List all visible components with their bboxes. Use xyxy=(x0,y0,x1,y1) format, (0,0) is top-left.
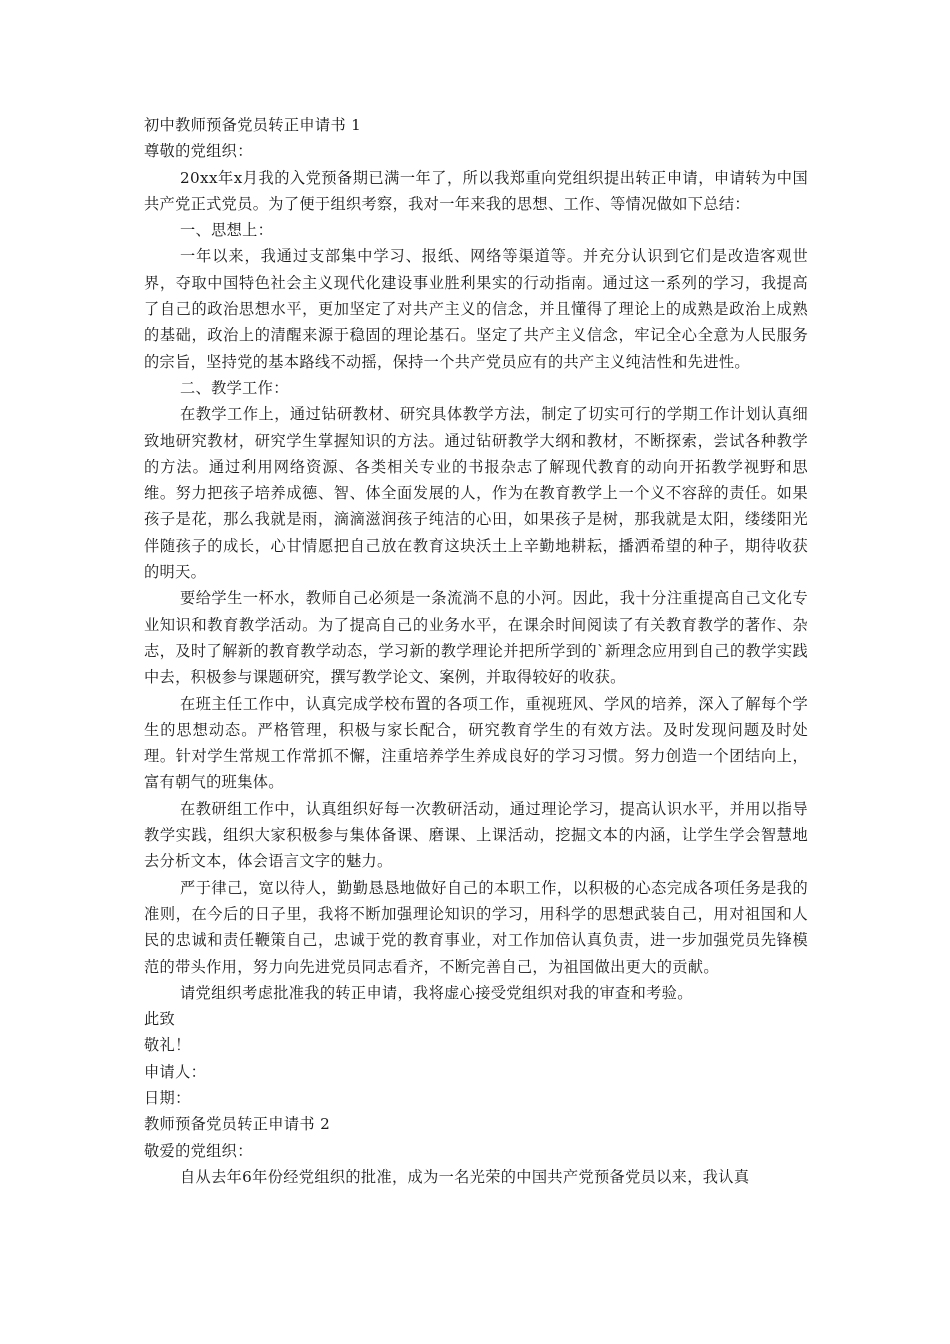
paragraph-intro: 20xx年x月我的入党预备期已满一年了，所以我郑重向党组织提出转正申请，申请转为中国共产党正式党员。为了便于组织考察，我对一年来我的思想、工作、等情况做如下总结： xyxy=(144,168,808,213)
document-title-1: 初中教师预备党员转正申请书 1 xyxy=(144,116,362,134)
date-label: 日期： xyxy=(144,1088,191,1107)
document-title-2: 教师预备党员转正申请书 2 xyxy=(144,1115,331,1134)
paragraph-class-teacher: 在班主任工作中，认真完成学校布置的各项工作，重视班风、学风的培养，深入了解每个学生的思想动态。严格管理，积极与家长配合，研究教育学生的有效方法。及时发现问题及时处理。针对学生常规工作常抓不懈，注重培养学生养成良好的学习习惯。努力创造一个团结向上，富有朝气的班集体。 xyxy=(144,694,808,792)
section-heading-teaching: 二、教学工作： xyxy=(180,378,289,397)
salute: 敬礼！ xyxy=(144,1036,191,1055)
document-page xyxy=(144,112,808,1190)
section-heading-thought: 一、思想上： xyxy=(180,221,274,240)
paragraph-study: 要给学生一杯水，教师自己必须是一条流淌不息的小河。因此，我十分注重提高自己文化专业知识和教育教学活动。为了提高自己的业务水平，在课余时间阅读了有关教育教学的著作、杂志，及时了解新的教育教学动态，学习新的教学理论并把所学到的`新理念应用到自己的教学实践中去，积极参与课题研究，撰写教学论文、案例，并取得较好的收获。 xyxy=(144,589,808,687)
salutation-1: 尊敬的党组织： xyxy=(144,142,253,161)
paragraph-thought: 一年以来，我通过支部集中学习、报纸、网络等渠道等。并充分认识到它们是改造客观世界，夺取中国特色社会主义现代化建设事业胜利果实的行动指南。通过这一系列的学习，我提高了自己的政治思想水平，更加坚定了对共产主义的信念，并且懂得了理论上的成熟是政治上成熟的基础，政治上的清醒来源于稳固的理论基石。坚定了共产主义信念，牢记全心全意为人民服务的宗旨，坚持党的基本路线不动摇，保持一个共产党员应有的共产主义纯洁性和先进性。 xyxy=(144,247,808,371)
paragraph-teaching: 在教学工作上，通过钻研教材、研究具体教学方法，制定了切实可行的学期工作计划认真细致地研究教材，研究学生掌握知识的方法。通过钻研教学大纲和教材，不断探索，尝试各种教学的方法。通过利用网络资源、各类相关专业的书报杂志了解现代教育的动向开拓教学视野和思维。努力把孩子培养成德、智、体全面发展的人，作为在教育教学上一个义不容辞的责任。如果孩子是花，那么我就是雨，滴滴滋润孩子纯洁的心田，如果孩子是树，那我就是太阳，缕缕阳光伴随孩子的成长，心甘情愿把自己放在教育这块沃土上辛勤地耕耘，播洒希望的种子，期待收获的明天。 xyxy=(144,405,808,582)
closing: 此致 xyxy=(144,1010,176,1029)
salutation-2: 敬爱的党组织： xyxy=(144,1141,253,1160)
paragraph-self-discipline: 严于律己，宽以待人，勤勤恳恳地做好自己的本职工作，以积极的心态完成各项任务是我的准则，在今后的日子里，我将不断加强理论知识的学习，用科学的思想武装自己，用对祖国和人民的忠诚和责任鞭策自己，忠诚于党的教育事业，对工作加倍认真负责，进一步加强党员先锋模范的带头作用，努力向先进党员同志看齐，不断完善自己，为祖国做出更大的贡献。 xyxy=(144,878,808,976)
applicant-label: 申请人： xyxy=(144,1062,207,1081)
paragraph-request: 请党组织考虑批准我的转正申请，我将虚心接受党组织对我的审查和考验。 xyxy=(180,983,693,1002)
paragraph-second-letter: 自从去年6年份经党组织的批准，成为一名光荣的中国共产党预备党员以来，我认真 xyxy=(180,1167,750,1186)
paragraph-research-group: 在教研组工作中，认真组织好每一次教研活动，通过理论学习，提高认识水平，并用以指导教学实践，组织大家积极参与集体备课、磨课、上课活动，挖掘文本的内涵，让学生学会智慧地去分析文本，体会语言文字的魅力。 xyxy=(144,799,808,871)
